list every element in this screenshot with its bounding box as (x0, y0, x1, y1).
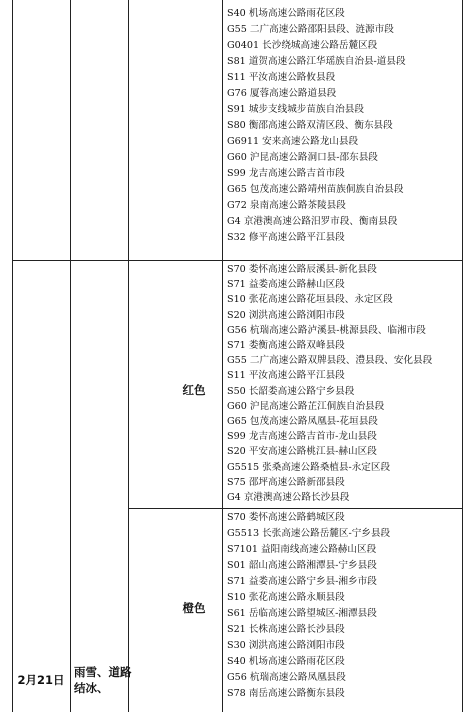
table-border-left (12, 0, 13, 712)
row-divider-date (12, 260, 463, 261)
road-entry: G76 厦蓉高速公路道县段 (227, 88, 337, 99)
road-entry: G5513 长张高速公路岳麓区-宁乡县段 (227, 528, 391, 539)
road-entry: S70 娄怀高速公路鹤城区段 (227, 512, 345, 523)
road-entry: G55 二广高速公路邵阳县段、涟源市段 (227, 24, 394, 35)
road-entry: S75 邵坪高速公路新邵县段 (227, 476, 345, 488)
road-entry: S21 长株高速公路长沙县段 (227, 624, 345, 635)
road-entry: S99 龙吉高速公路吉首市段 (227, 168, 345, 179)
road-entry: S71 娄衡高速公路双峰县段 (227, 340, 345, 351)
weather-condition-cell: 雨雪、道路结冰、 (74, 665, 132, 695)
road-entry: S10 张花高速公路永顺县段 (227, 592, 345, 603)
road-entry: S40 机场高速公路雨花区段 (227, 8, 345, 19)
road-entry: S99 龙吉高速公路吉首市-龙山县段 (227, 431, 377, 443)
road-entry: G65 包茂高速公路靖州苗族侗族自治县段 (227, 184, 404, 195)
road-entry: S01 韶山高速公路湘潭县-宁乡县段 (227, 560, 377, 571)
road-entry: G60 沪昆高速公路洞口县-邵东县段 (227, 152, 378, 163)
road-entry: S11 平汝高速公路平江县段 (227, 370, 345, 382)
road-entry: G4 京港澳高速公路长沙县段 (227, 492, 350, 503)
column-divider-date (70, 0, 71, 712)
date-cell: 2月21日 (17, 673, 65, 687)
road-entry: S20 平安高速公路桃江县-赫山区段 (227, 446, 377, 458)
road-entry: S78 南岳高速公路衡东县段 (227, 688, 345, 699)
road-entry: S70 娄怀高速公路辰溪县-新化县段 (227, 264, 377, 275)
road-entry: S32 修平高速公路平江县段 (227, 232, 345, 243)
road-entry: G60 沪昆高速公路芷江侗族自治县段 (227, 400, 385, 412)
road-entry: S30 浏洪高速公路浏阳市段 (227, 640, 345, 651)
road-entry: S80 衡邵高速公路双清区段、衡东县段 (227, 120, 393, 131)
warning-level-red: 红色 (182, 383, 206, 397)
road-entry: G56 杭瑞高速公路泸溪县-桃源县段、临湘市段 (227, 324, 426, 336)
road-entry: S91 城步支线城步苗族自治县段 (227, 104, 364, 115)
road-entry: S40 机场高速公路雨花区段 (227, 656, 345, 667)
road-entry: G0401 长沙绕城高速公路岳麓区段 (227, 40, 378, 51)
warning-level-orange: 橙色 (182, 601, 206, 615)
road-entry: G65 包茂高速公路凤凰县-花垣县段 (227, 416, 378, 427)
road-entry: S10 张花高速公路花垣县段、永定区段 (227, 294, 393, 306)
road-entry: G56 杭瑞高速公路凤凰县段 (227, 672, 346, 683)
road-entry: S50 长韶娄高速公路宁乡县段 (227, 385, 355, 397)
road-warning-table (12, 0, 463, 712)
road-entry: S7101 益阳南线高速公路赫山区段 (227, 544, 377, 555)
road-entry: G55 二广高速公路双牌县段、澧县段、安化县段 (227, 355, 433, 367)
road-entry: G72 泉南高速公路茶陵县段 (227, 200, 346, 211)
row-divider-level (128, 508, 463, 509)
road-entry: S20 浏洪高速公路浏阳市段 (227, 309, 345, 321)
road-entry: S71 益娄高速公路赫山区段 (227, 279, 345, 291)
road-entry: S81 道贺高速公路江华瑶族自治县-道县段 (227, 56, 406, 67)
road-entry: G4 京港澳高速公路汨罗市段、衡南县段 (227, 216, 398, 227)
road-entry: S61 岳临高速公路望城区-湘潭县段 (227, 608, 377, 619)
table-border-right (462, 0, 463, 712)
road-entry: S11 平汝高速公路攸县段 (227, 72, 336, 83)
road-entry: G5515 张桑高速公路桑植县-永定区段 (227, 461, 391, 473)
column-divider-condition (128, 0, 129, 712)
road-entry: S71 益娄高速公路宁乡县-湘乡市段 (227, 576, 377, 587)
road-entry: G6911 安来高速公路龙山县段 (227, 136, 359, 147)
